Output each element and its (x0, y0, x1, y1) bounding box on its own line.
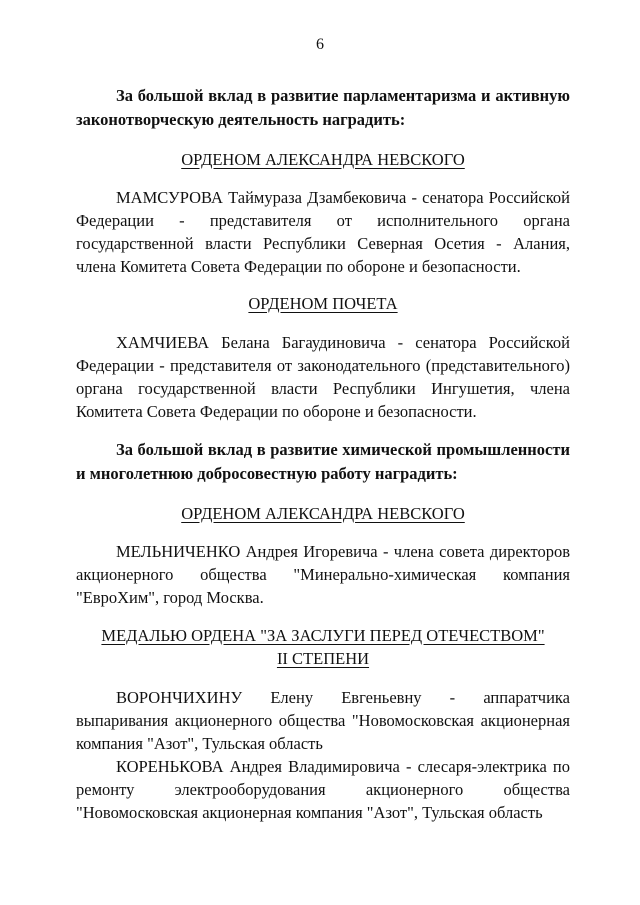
recipient-khamchiev: ХАМЧИЕВА Белана Багаудиновича - сенатора Российской Федерации - представителя от законодательного (представительного) органа государственной власти Республики Ингушетия, члена Комитета Совета Федерации по обороне и безопасности. (76, 333, 570, 421)
section-intro-parliamentarism: За большой вклад в развитие парламентаризма и активную законотворческую деятельность наградить: (76, 86, 570, 129)
recipient-melnichenko: МЕЛЬНИЧЕНКО Андрея Игоревича - члена совета директоров акционерного общества "Минерально-химическая компания "ЕвроХим", город Москва. (76, 542, 570, 607)
award-heading-medal-line1: МЕДАЛЬЮ ОРДЕНА "ЗА ЗАСЛУГИ ПЕРЕД ОТЕЧЕСТВОМ" (101, 626, 545, 645)
award-heading-alexander-nevsky-1: ОРДЕНОМ АЛЕКСАНДРА НЕВСКОГО (181, 150, 465, 169)
award-heading-order-of-honour: ОРДЕНОМ ПОЧЕТА (248, 294, 398, 313)
recipient-voronchikhina: ВОРОНЧИХИНУ Елену Евгеньевну - аппаратчика выпаривания акционерного общества "Новомосковская акционерная компания "Азот", Тульская область (76, 688, 570, 753)
page-number: 6 (316, 36, 324, 53)
award-heading-medal-line2: II СТЕПЕНИ (276, 649, 370, 668)
recipient-korenkov: КОРЕНЬКОВА Андрея Владимировича - слесаря-электрика по ремонту электрооборудования акционерного общества "Новомосковская акционерная компания "Азот", Тульская область (76, 757, 570, 822)
award-heading-alexander-nevsky-2: ОРДЕНОМ АЛЕКСАНДРА НЕВСКОГО (181, 504, 465, 523)
recipient-mamsurov: МАМСУРОВА Таймураза Дзамбековича - сенатора Российской Федерации - представителя от исполнительного органа государственной власти Республики Северная Осетия - Алания, члена Комитета Совета Федерации по обороне и безопасности. (76, 188, 570, 276)
section-intro-chemical-industry: За большой вклад в развитие химической промышленности и многолетнюю добросовестную работу наградить: (76, 440, 570, 483)
